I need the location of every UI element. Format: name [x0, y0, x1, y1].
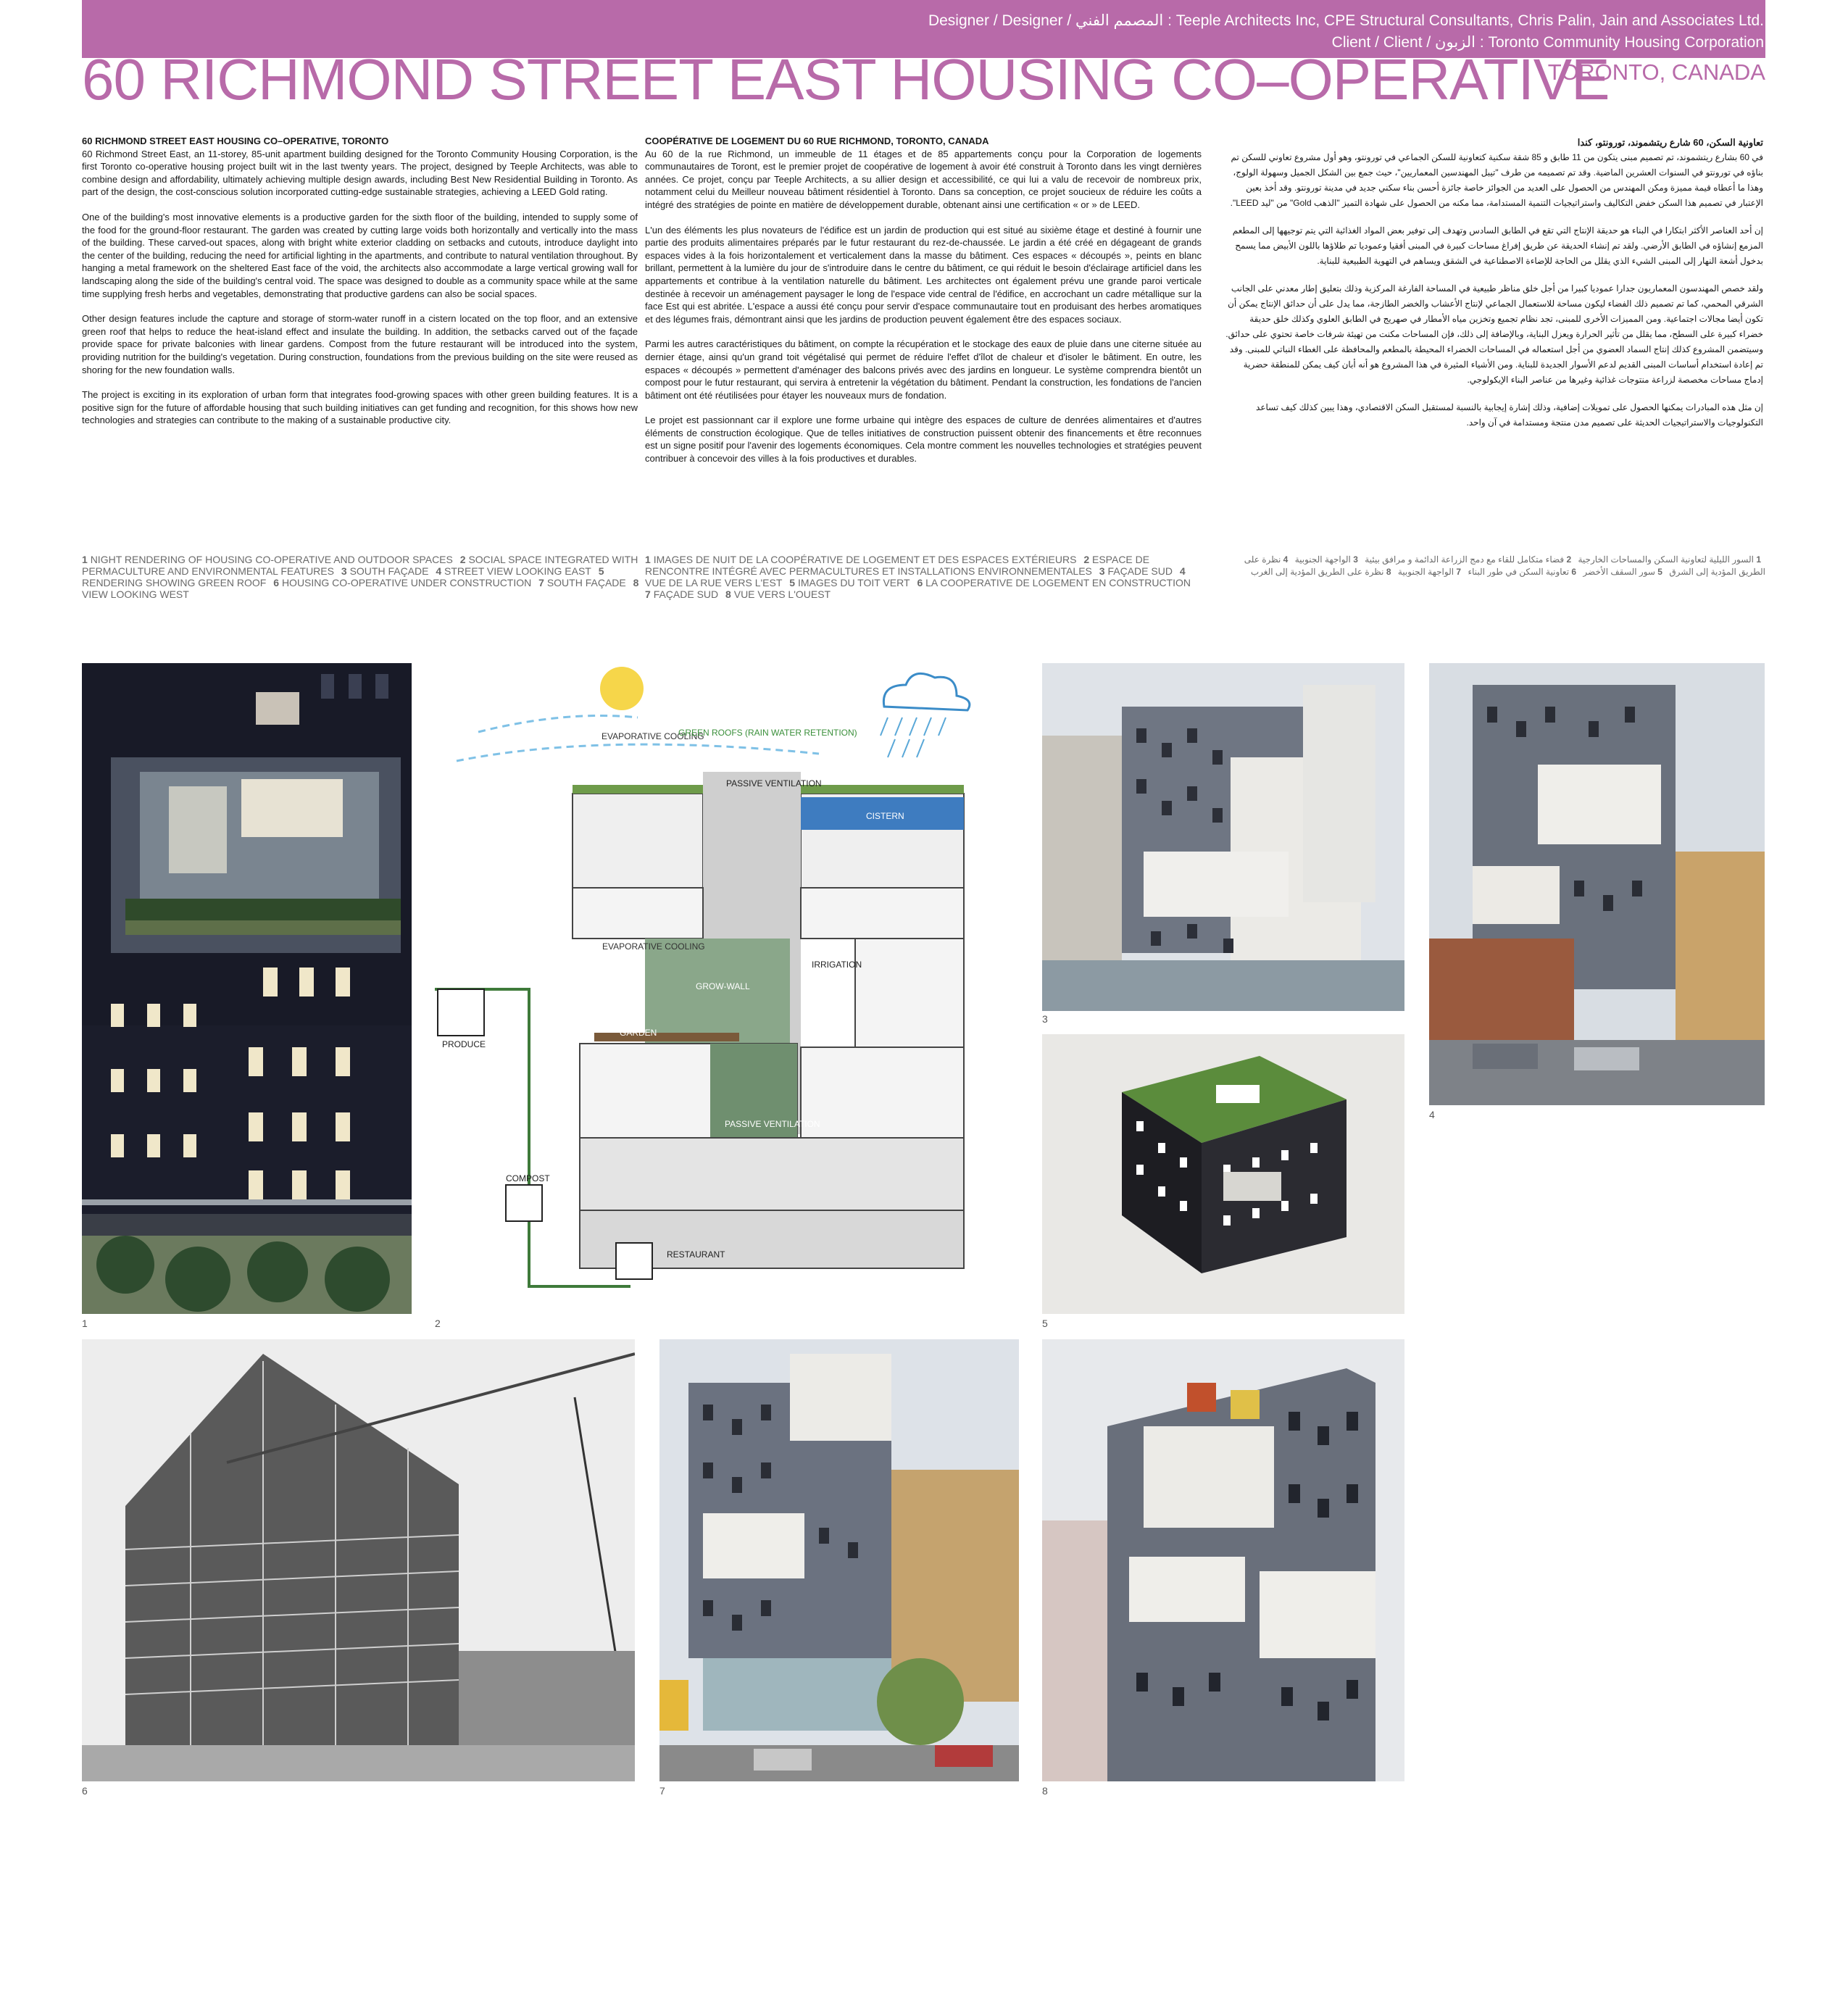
english-paragraph: The project is exciting in its exploration of urban form that integrates food-growing spaces with other green building features. It is a positive sign for the future of affordable housing that such building initiatives can get funding and recognition, for this shows how new technologies and strategies can contribute to the making of a sustainable productive city. [82, 389, 638, 426]
english-paragraph: Other design features include the capture and storage of storm-water runoff in a cistern located on the top floor, and an extensive green roof that helps to reduce the heat-island effect and insulate the building. In addition, the setbacks carved out of the façade provide space for private balconies with linear gardens. Compost from the future restaurant will be introduced into the system, providing nutrition for the building's vegetation. During construction, foundations from the previous building on the site were reused as shoring for the new foundation walls. [82, 313, 638, 375]
passive-ventilation-bottom-label: PASSIVE VENTILATION [725, 1119, 820, 1129]
sun-icon [600, 667, 644, 710]
client-credit: Client / Client / الزبون : Toronto Community Housing Corporation [1331, 34, 1764, 51]
caption-item: 3 SOUTH FAÇADE [341, 565, 429, 577]
figure-number: 2 [435, 1318, 441, 1329]
caption-item: 6 تعاونية السكن في طور البناء [1468, 567, 1577, 577]
french-captions [645, 554, 1203, 600]
arabic-paragraph: إن أحد العناصر الأكثر ابتكارا في البناء هو حديقة الإنتاج التي تقع في الطابق السادس وتهدف إلى توفير بعض المواد الغذائية التي يتم توجيهها إلى المطعم المزمع إنشاؤه في الطابق الأرضي. ولقد تم إنشاء الحديقة عن طريق إفراغ مساحات كبيرة في المبنى أفقيا وعموديا تم طلاؤها باللون الأبيض مما يسمح بدخول أشعة النهار إلى المبنى الشيء الذي يقلل من الحاجة للإضاءة الاصطناعية في الشقق ويساهم في التهوية الطبيعية للبناية. [1232, 225, 1763, 266]
caption-item: 6 HOUSING CO-OPERATIVE UNDER CONSTRUCTION [273, 577, 532, 588]
caption-item: 8 VUE VERS L'OUEST [725, 588, 831, 600]
caption-item: 5 IMAGES DU TOIT VERT [789, 577, 910, 588]
caption-item: 2 SOCIAL SPACE INTEGRATED WITH PERMACULTURE AND ENVIRONMENTAL FEATURES [82, 554, 638, 577]
construction-photo [82, 1339, 635, 1781]
page-title: 60 RICHMOND STREET EAST HOUSING CO–OPERATIVE [82, 47, 1610, 112]
figure-number: 8 [1042, 1785, 1048, 1797]
french-paragraph: Le projet est passionnant car il explore une forme urbaine qui intègre des espaces de culture de denrées alimentaires et d'autres éléments de construction écologique. Que de telles initiatives de construction puissent obtenir des financements et être reconnues est un signe positif pour l'avenir des logements économiques. Cela montre comment les nouvelles technologies et stratégies peuvent contribuer à concevoir des villes à la fois productives et durables. [645, 415, 1202, 465]
french-heading: COOPÉRATIVE DE LOGEMENT DU 60 RUE RICHMOND, TORONTO, CANADA [645, 136, 989, 146]
green-roof-rendering [1042, 1034, 1404, 1314]
figure-number: 6 [82, 1785, 88, 1797]
caption-item: 2 ESPACE DE RENCONTRE INTÉGRÉ AVEC PERMACULTURES ET INSTALLATIONS ENVIRONNEMENTALES [645, 554, 1150, 577]
figure-number: 1 [82, 1318, 88, 1329]
green-roofs-label: GREEN ROOFS (RAIN WATER RETENTION) [678, 728, 857, 738]
caption-item: 5 RENDERING SHOWING GREEN ROOF [82, 565, 604, 588]
caption-item: 1 IMAGES DE NUIT DE LA COOPÉRATIVE DE LOGEMENT ET DES ESPACES EXTÉRIEURS [645, 554, 1077, 565]
caption-item: 6 LA COOPERATIVE DE LOGEMENT EN CONSTRUCTION [917, 577, 1191, 588]
caption-item: 8 VIEW LOOKING WEST [82, 577, 639, 600]
garden-label: GARDEN [620, 1028, 657, 1038]
figure-number: 3 [1042, 1013, 1048, 1025]
arabic-paragraph: ولقد خصص المهندسون المعماريون جدارا عموديا كبيرا من أجل خلق مناظر طبيعية في المساحة الفارغة المركزية وذلك بتعليق إطار معدني على الجانب الشرقي المحمي، كما تم تصميم ذلك الفضاء ليكون مساحة للاستعمال الجماعي لإنتاج الأعشاب والخضر الطازجة، مما يدل على أن حدائق الإنتاج يمكن أن تكون أيضا مجالات اجتماعية. ومن المميزات الأخرى للمبنى، تجد نظام تجميع وتخزين مياه الأمطار في صهريج في الطابق العلوي وكذلك خلق حديقة خضراء كبيرة على السطح، مما يقلل من تأثير الحرارة ويعزل البناية، وبالإضافة إلى ذلك، فإن المساحات مكنت من تهيئة شرفات خاصة تحتوي على حدائق. وسيتضمن المشروع كذلك إنتاج السماد العضوي من أجل استعماله في المساحات الخضراء المحيطة بالمطعم والمحافظة على الغطاء النباتي للمبنى. وقد تم إعادة استخدام أساسات المبنى القديم لدعم الأسوار الجديدة للبناية. ومن الأشياء المثيرة في هذا المشروع هو أنه أبان كيف يمكن للمنطقة حضرية إدماج مساحات مخصصة لزراعة منتوجات غذائية وغيرها من عناصر البناء الإيكولوجي. [1225, 283, 1763, 385]
arabic-captions [1225, 554, 1765, 578]
french-paragraph: Au 60 de la rue Richmond, un immeuble de 11 étages et de 85 appartements conçu pour la Corporation de logements communautaires de Toront, est le premier projet de coopérative de logement à avoir été construit à Toronto dans les vingt dernières années. Ce projet, conçu par Teeple Architects, a su allier design et accessibilité, ce qui lui a valu de recevoir de nombreux prix, notamment celui du Meilleur nouveau bâtiment résidentiel à Toronto. Dans sa conception, ce projet soucieux de réduire les coûts a intégré des stratégies de pointe en matière de développement durable, obtenant ainsi une certification « or » de LEED. [645, 148, 1202, 210]
produce-label: PRODUCE [442, 1039, 486, 1049]
english-paragraph: One of the building's most innovative elements is a productive garden for the sixth floor of the building, intended to supply some of the food for the ground-floor restaurant. The garden was created by cutting large voids both horizontally and vertically into the mass of the building. These carved-out spaces, along with bright white exterior cladding on setbacks and cutouts, introduce daylight into the center of the building, reducing the need for artificial lighting in the apartments, and contribute to natural ventilation throughout. By hanging a metal framework on the sheltered East face of the void, the architects also accommodate a large vertical growing wall for landscaping along the side of the building's central void. The space was designed to double as a community space while at the same time supplying fresh herbs and vegetables, demonstrating that productive gardens can also be social spaces. [82, 211, 638, 299]
caption-item: 4 STREET VIEW LOOKING EAST [436, 565, 591, 577]
evaporative-cooling-mid-label: EVAPORATIVE COOLING [602, 941, 705, 952]
section-diagram [435, 663, 1036, 1315]
caption-item: 7 الواجهة الجنوبية [1397, 567, 1462, 577]
caption-item: 4 VUE DE LA RUE VERS L'EST [645, 565, 1186, 588]
grow-wall-label: GROW-WALL [696, 981, 750, 991]
caption-item: 3 FAÇADE SUD [1099, 565, 1173, 577]
english-text-column [82, 135, 638, 439]
south-facade-street-photo [659, 1339, 1019, 1781]
cistern-label: CISTERN [866, 811, 904, 821]
caption-item: 1 السور الليلية لتعاونية السكن والمساحات الخارجية [1578, 554, 1761, 565]
caption-item: 7 SOUTH FAÇADE [538, 577, 626, 588]
evaporative-cooling-label: EVAPORATIVE COOLING [602, 731, 704, 741]
english-captions [82, 554, 640, 600]
compost-icon [506, 1185, 542, 1221]
city-label: TORONTO, CANADA [1547, 59, 1765, 85]
caption-item: 1 NIGHT RENDERING OF HOUSING CO-OPERATIVE AND OUTDOOR SPACES [82, 554, 453, 565]
restaurant-label: RESTAURANT [667, 1249, 725, 1260]
caption-item: 7 FAÇADE SUD [645, 588, 719, 600]
designer-credit: Designer / Designer / المصمم الفني : Teeple Architects Inc, CPE Structural Consultants, Chris Palin, Jain and Associates Ltd. [928, 12, 1764, 29]
english-paragraph: 60 Richmond Street East, an 11-storey, 85-unit apartment building designed for the Toronto Community Housing Corporation, is the first Toronto co-operative housing project built wit in the last twenty years. The project, designed by Teeple Architects, was able to combine design and affordability, ultimately achieving multiple design awards, including Best New Residential Building in Toronto. As part of the design, the cost-conscious solution incorporated cutting-edge sustainable strategies, achieving a LEED Gold rating. [82, 148, 638, 198]
arabic-heading: تعاونية السكن، 60 شارع ريتشموند، تورونتو، كندا [1577, 137, 1763, 148]
view-west-photo [1042, 1339, 1404, 1781]
restaurant-icon [616, 1243, 652, 1279]
caption-item: 4 نظرة على الطريق المؤدية إلى الشرق [1244, 554, 1765, 577]
figure-number: 5 [1042, 1318, 1048, 1329]
produce-icon [438, 989, 484, 1036]
caption-item: 5 سور السقف الأخضر [1583, 567, 1662, 577]
french-text-column [645, 135, 1202, 478]
caption-item: 2 فضاء متكامل للقاء مع دمج الزراعة الدائمة و مرافق بيئية [1365, 554, 1572, 565]
south-facade-photo [1042, 663, 1404, 1011]
arabic-paragraph: في 60 بشارع ريتشموند، تم تصميم مبنى يتكون من 11 طابق و 85 شقة سكنية كتعاونية للسكن الجماعي في تورونتو، وهو أول مشروع تعاوني للسكن تم بناؤه في تورونتو في السنوات العشرين الماضية. وقد تم تصميمه من طرف "تيبل المهندسين المعماريين"، حيث جمع بين الشكل الجميل وسهولة الولوج، وهذا ما أعطاه قيمة مميزة ومكن المهندس من الحصول على العديد من الجوائز خاصة جائزة أحسن بناء سكني جديد في مدينة تورونتو. وقد أخذ بعين الإعتبار في تصميم هذا السكن خفض التكاليف واستراتيجيات التنمية المستدامة، مما مكنه من الحصول على شهادة التميز "الذهب Gold" من "ليد LEED". [1230, 152, 1763, 208]
irrigation-label: IRRIGATION [812, 960, 862, 970]
street-view-east-photo [1429, 663, 1765, 1105]
french-paragraph: Parmi les autres caractéristiques du bâtiment, on compte la récupération et le stockage des eaux de pluie dans une citerne située au dernier étage, ainsi qu'un grand toit végétalisé qui permet de réduire l'effet d'îlot de chaleur et d'isoler le bâtiment. En outre, les espaces « découpés » permettent d'aménager des balcons privés avec des jardins en longueur. Le système comprendra bientôt un compost pour le futur restaurant, qui servira à entretenir la végétation du bâtiment. Pendant la construction, les fondations de l'ancien bâtiment ont été réutilisées pour étayer les nouveaux murs de fondation. [645, 338, 1202, 401]
passive-ventilation-top-label: PASSIVE VENTILATION [726, 778, 822, 789]
compost-label: COMPOST [506, 1173, 550, 1183]
french-paragraph: L'un des éléments les plus novateurs de l'édifice est un jardin de production qui est situé au sixième étage et destiné à fournir une partie des produits alimentaires préparés par le futur restaurant du rez-de-chaussée. Le jardin a été créé en dégageant de grands espaces vides à la fois horizontalement et verticalement dans la masse du bâtiment. Ces espaces « découpés », peints en blanc brillant, permettent à la lumière du jour de s'introduire dans le centre du bâtiment, ce qui réduit le besoin d'éclairage artificiel dans les appartements et contribue à la ventilation naturelle du bâtiment. Les architectes ont également prévu une grande paroi verticale destinée à recevoir un aménagement paysager le long de l'espace vide central de l'édifice, en accrochant un cadre métallique sur la face Est qui est abritée. L'espace a aussi été conçu pour servir d'espace communautaire tout en produisant des herbes aromatiques et des légumes frais, démontrant ainsi que les jardins de production peuvent également être des espaces sociaux. [645, 224, 1202, 325]
arabic-paragraph: إن مثل هذه المبادرات يمكنها الحصول على تمويلات إضافية، وذلك إشارة إيجابية بالنسبة لمستقبل السكن الاقتصادي، وهذا يبين كذلك كيف تساعد التكنولوجيات والاستراتيجيات الحديثة على تصميم مدن منتجة ومستدامة في آن واحد. [1256, 402, 1763, 428]
english-heading: 60 RICHMOND STREET EAST HOUSING CO–OPERATIVE, TORONTO [82, 136, 389, 146]
night-rendering-photo [82, 663, 412, 1314]
caption-item: 3 الواجهة الجنوبية [1294, 554, 1358, 565]
caption-item: 8 نظرة على الطريق المؤدية إلى الغرب [1250, 567, 1391, 577]
figure-number: 4 [1429, 1109, 1435, 1120]
figure-number: 7 [659, 1785, 665, 1797]
arabic-text-column [1225, 135, 1763, 443]
